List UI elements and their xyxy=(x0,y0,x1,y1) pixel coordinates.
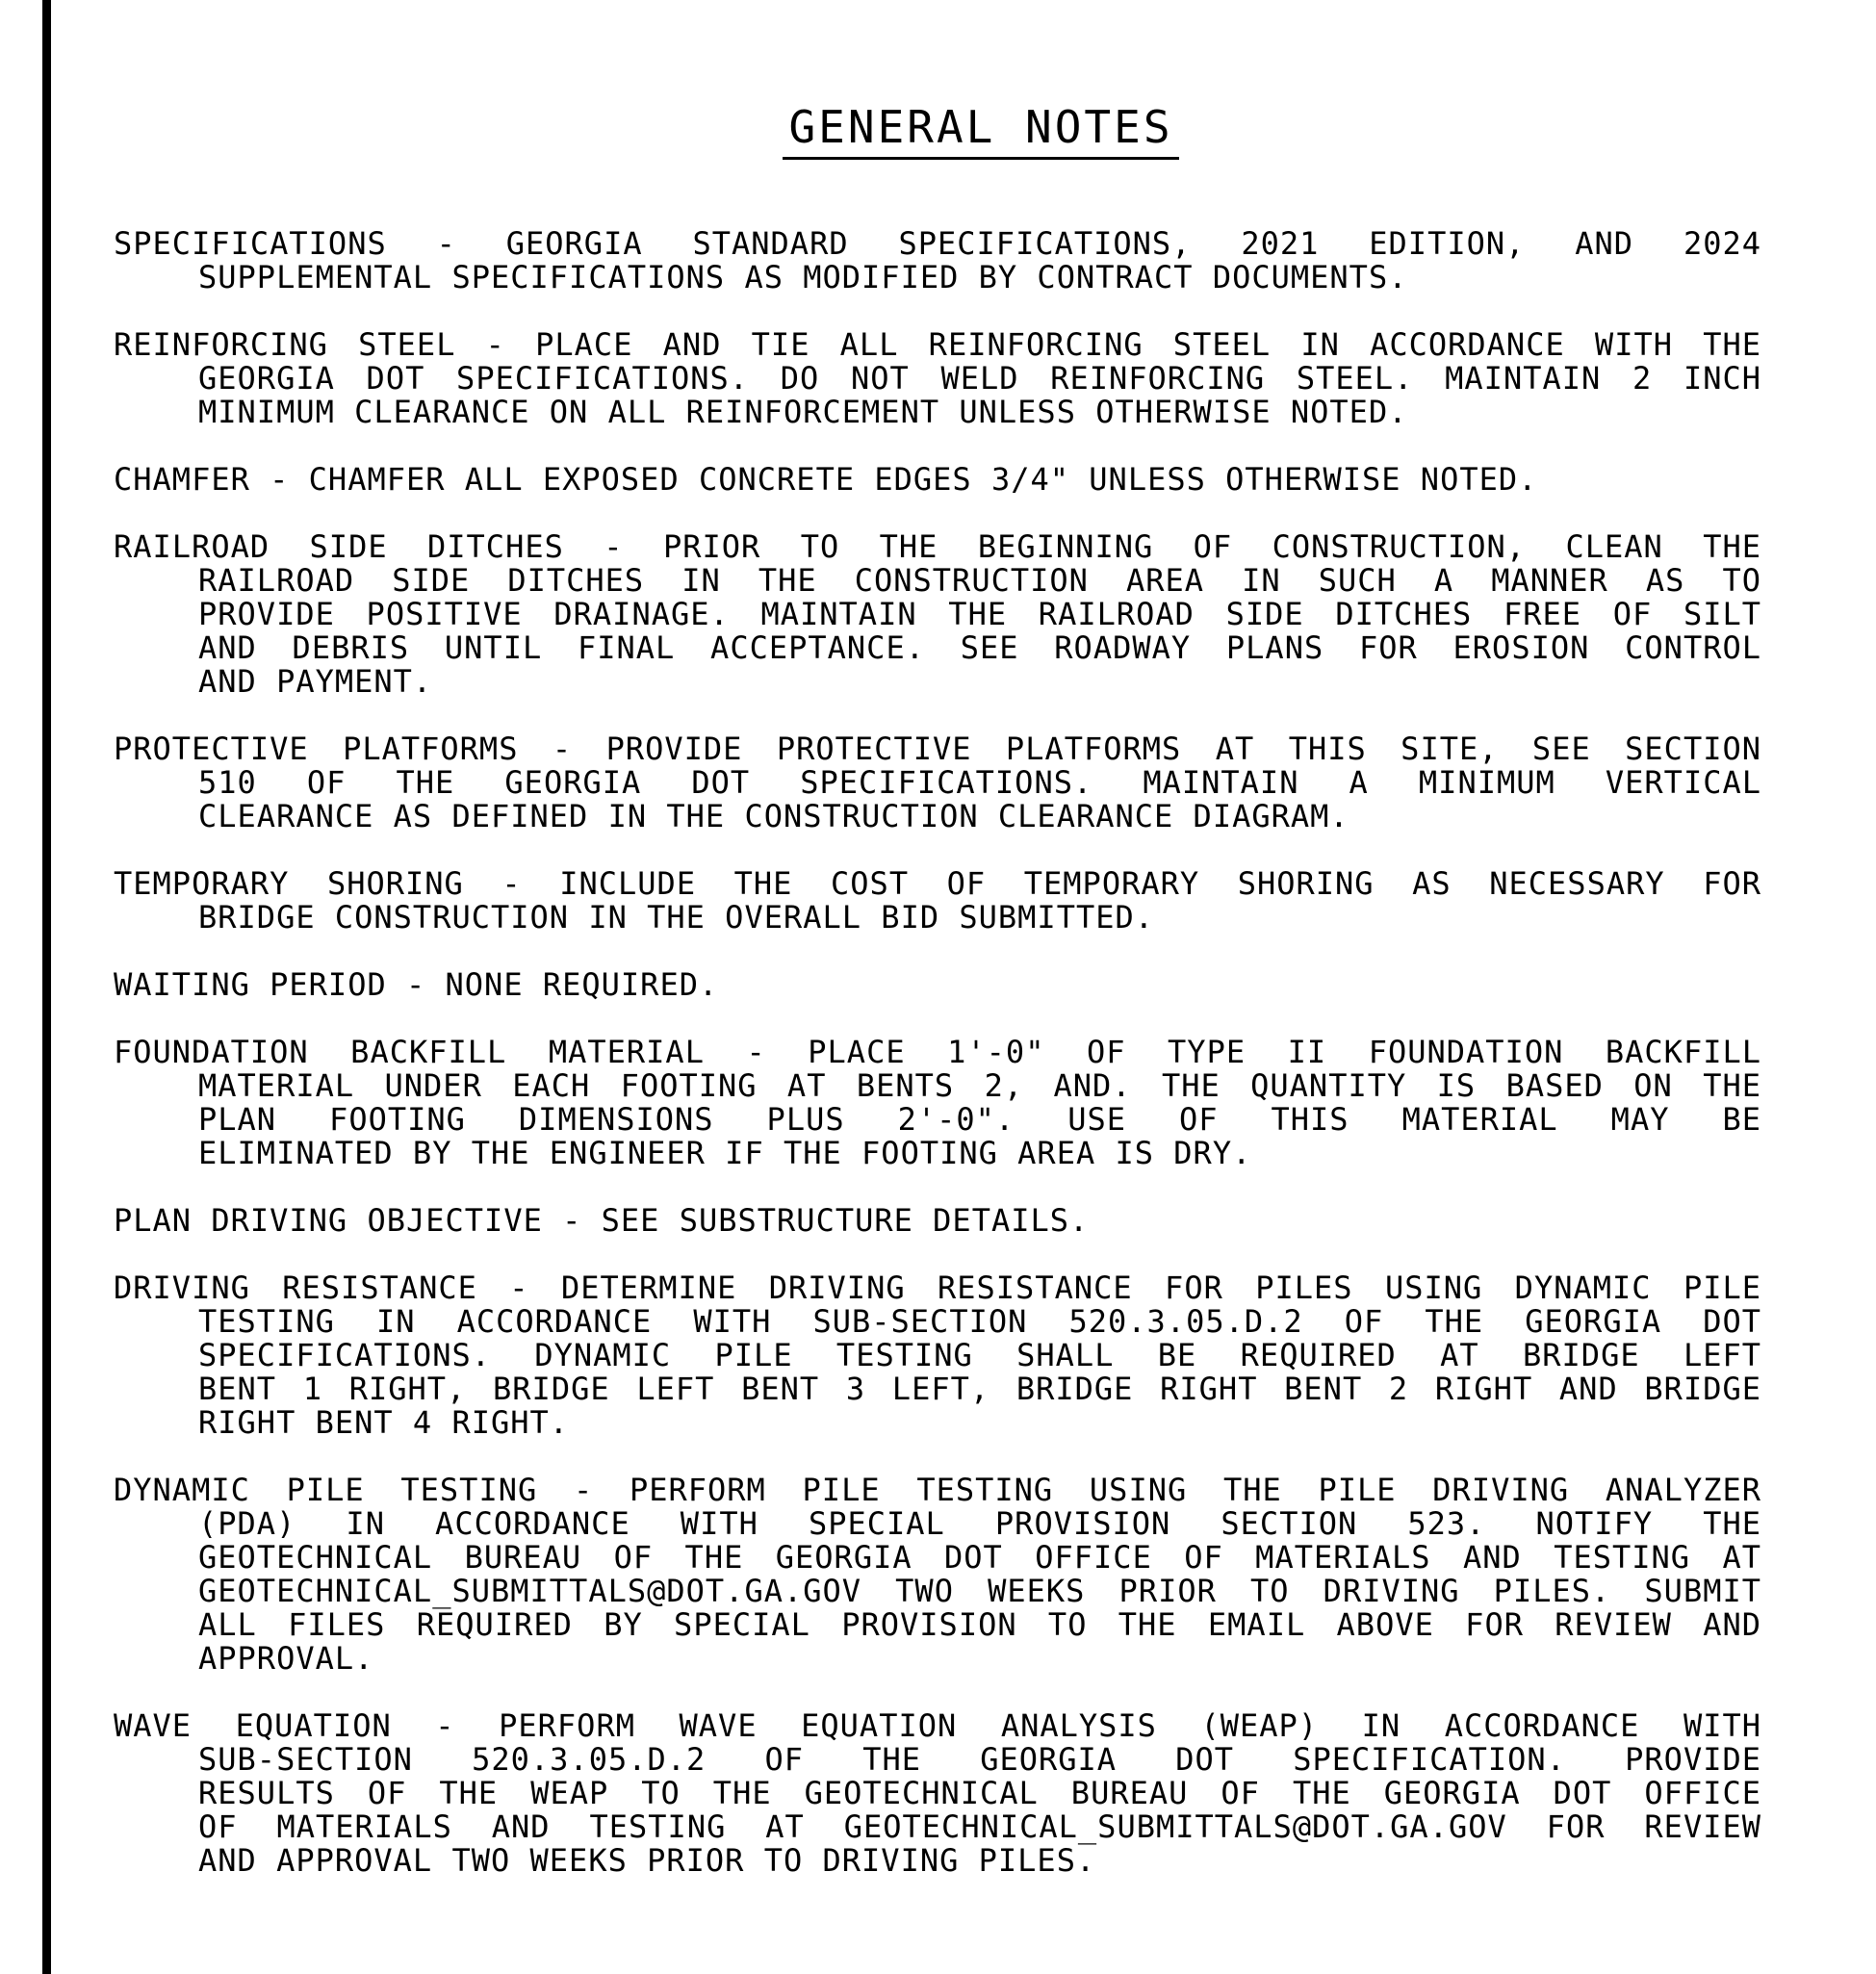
note-line: AND PAYMENT. xyxy=(198,663,433,700)
note-line: MINIMUM CLEARANCE ON ALL REINFORCEMENT UNLESS OTHERWISE NOTED. xyxy=(198,394,1408,430)
note-paragraph xyxy=(114,227,1761,295)
note-line: AND DEBRIS UNTIL FINAL ACCEPTANCE. SEE ROADWAY PLANS FOR EROSION CONTROL xyxy=(198,629,1761,666)
note-line: TESTING IN ACCORDANCE WITH SUB-SECTION 520.3.05.D.2 OF THE GEORGIA DOT xyxy=(198,1303,1761,1340)
note-line: SUB-SECTION 520.3.05.D.2 OF THE GEORGIA DOT SPECIFICATION. PROVIDE xyxy=(198,1741,1761,1778)
note-line: PLAN FOOTING DIMENSIONS PLUS 2'-0". USE OF THIS MATERIAL MAY BE xyxy=(198,1101,1761,1138)
note-line: OF MATERIALS AND TESTING AT GEOTECHNICAL_SUBMITTALS@DOT.GA.GOV FOR REVIEW xyxy=(198,1808,1761,1845)
note-line: ELIMINATED BY THE ENGINEER IF THE FOOTING AREA IS DRY. xyxy=(198,1135,1252,1171)
sheet-border-line xyxy=(42,0,51,1974)
note-line: GEOTECHNICAL BUREAU OF THE GEORGIA DOT OFFICE OF MATERIALS AND TESTING AT xyxy=(198,1539,1761,1576)
note-line: PROTECTIVE PLATFORMS - PROVIDE PROTECTIVE PLATFORMS AT THIS SITE, SEE SECTION xyxy=(114,731,1761,767)
note-paragraph xyxy=(114,1036,1761,1170)
note-line: REINFORCING STEEL - PLACE AND TIE ALL REINFORCING STEEL IN ACCORDANCE WITH THE xyxy=(114,326,1761,363)
note-line: AND APPROVAL TWO WEEKS PRIOR TO DRIVING PILES. xyxy=(198,1842,1096,1879)
note-paragraph xyxy=(114,1271,1761,1440)
note-line: PROVIDE POSITIVE DRAINAGE. MAINTAIN THE RAILROAD SIDE DITCHES FREE OF SILT xyxy=(198,596,1761,632)
notes-list xyxy=(114,227,1761,1878)
note-line: SUPPLEMENTAL SPECIFICATIONS AS MODIFIED BY CONTRACT DOCUMENTS. xyxy=(198,259,1408,295)
note-line: CLEARANCE AS DEFINED IN THE CONSTRUCTION CLEARANCE DIAGRAM. xyxy=(198,798,1349,834)
note-paragraph xyxy=(114,732,1761,833)
note-line: APPROVAL. xyxy=(198,1640,374,1677)
page-title-text: GENERAL NOTES xyxy=(783,101,1178,160)
note-line: TEMPORARY SHORING - INCLUDE THE COST OF TEMPORARY SHORING AS NECESSARY FOR xyxy=(114,865,1761,902)
note-line: DRIVING RESISTANCE - DETERMINE DRIVING RESISTANCE FOR PILES USING DYNAMIC PILE xyxy=(114,1269,1761,1306)
note-line: GEORGIA DOT SPECIFICATIONS. DO NOT WELD REINFORCING STEEL. MAINTAIN 2 INCH xyxy=(198,360,1761,397)
note-line: SPECIFICATIONS. DYNAMIC PILE TESTING SHALL BE REQUIRED AT BRIDGE LEFT xyxy=(198,1337,1761,1373)
note-line: BRIDGE CONSTRUCTION IN THE OVERALL BID SUBMITTED. xyxy=(198,899,1155,936)
note-line: RAILROAD SIDE DITCHES - PRIOR TO THE BEGINNING OF CONSTRUCTION, CLEAN THE xyxy=(114,528,1761,565)
note-line: (PDA) IN ACCORDANCE WITH SPECIAL PROVISION SECTION 523. NOTIFY THE xyxy=(198,1505,1761,1542)
note-line: SPECIFICATIONS - GEORGIA STANDARD SPECIFICATIONS, 2021 EDITION, AND 2024 xyxy=(114,225,1761,262)
note-line: WAITING PERIOD - NONE REQUIRED. xyxy=(114,966,719,1003)
note-line: GEOTECHNICAL_SUBMITTALS@DOT.GA.GOV TWO WEEKS PRIOR TO DRIVING PILES. SUBMIT xyxy=(198,1573,1761,1609)
note-paragraph xyxy=(114,968,1761,1002)
note-line: PLAN DRIVING OBJECTIVE - SEE SUBSTRUCTURE DETAILS. xyxy=(114,1202,1090,1239)
note-line: RAILROAD SIDE DITCHES IN THE CONSTRUCTION AREA IN SUCH A MANNER AS TO xyxy=(198,562,1761,599)
note-line: WAVE EQUATION - PERFORM WAVE EQUATION ANALYSIS (WEAP) IN ACCORDANCE WITH xyxy=(114,1707,1761,1744)
note-paragraph xyxy=(114,1204,1761,1238)
note-paragraph xyxy=(114,1474,1761,1676)
note-paragraph xyxy=(114,463,1761,497)
note-paragraph xyxy=(114,867,1761,935)
note-line: CHAMFER - CHAMFER ALL EXPOSED CONCRETE EDGES 3/4" UNLESS OTHERWISE NOTED. xyxy=(114,461,1538,498)
note-line: RIGHT BENT 4 RIGHT. xyxy=(198,1404,570,1441)
note-line: MATERIAL UNDER EACH FOOTING AT BENTS 2, AND. THE QUANTITY IS BASED ON THE xyxy=(198,1067,1761,1104)
note-line: RESULTS OF THE WEAP TO THE GEOTECHNICAL BUREAU OF THE GEORGIA DOT OFFICE xyxy=(198,1775,1761,1811)
note-paragraph xyxy=(114,328,1761,429)
page-title xyxy=(114,101,1761,160)
general-notes-sheet xyxy=(114,101,1761,1911)
note-line: FOUNDATION BACKFILL MATERIAL - PLACE 1'-0" OF TYPE II FOUNDATION BACKFILL xyxy=(114,1034,1761,1070)
note-line: BENT 1 RIGHT, BRIDGE LEFT BENT 3 LEFT, BRIDGE RIGHT BENT 2 RIGHT AND BRIDGE xyxy=(198,1371,1761,1407)
note-line: ALL FILES REQUIRED BY SPECIAL PROVISION TO THE EMAIL ABOVE FOR REVIEW AND xyxy=(198,1606,1761,1643)
note-line: DYNAMIC PILE TESTING - PERFORM PILE TESTING USING THE PILE DRIVING ANALYZER xyxy=(114,1472,1761,1508)
note-line: 510 OF THE GEORGIA DOT SPECIFICATIONS. MAINTAIN A MINIMUM VERTICAL xyxy=(198,764,1761,801)
note-paragraph xyxy=(114,530,1761,699)
note-paragraph xyxy=(114,1709,1761,1878)
